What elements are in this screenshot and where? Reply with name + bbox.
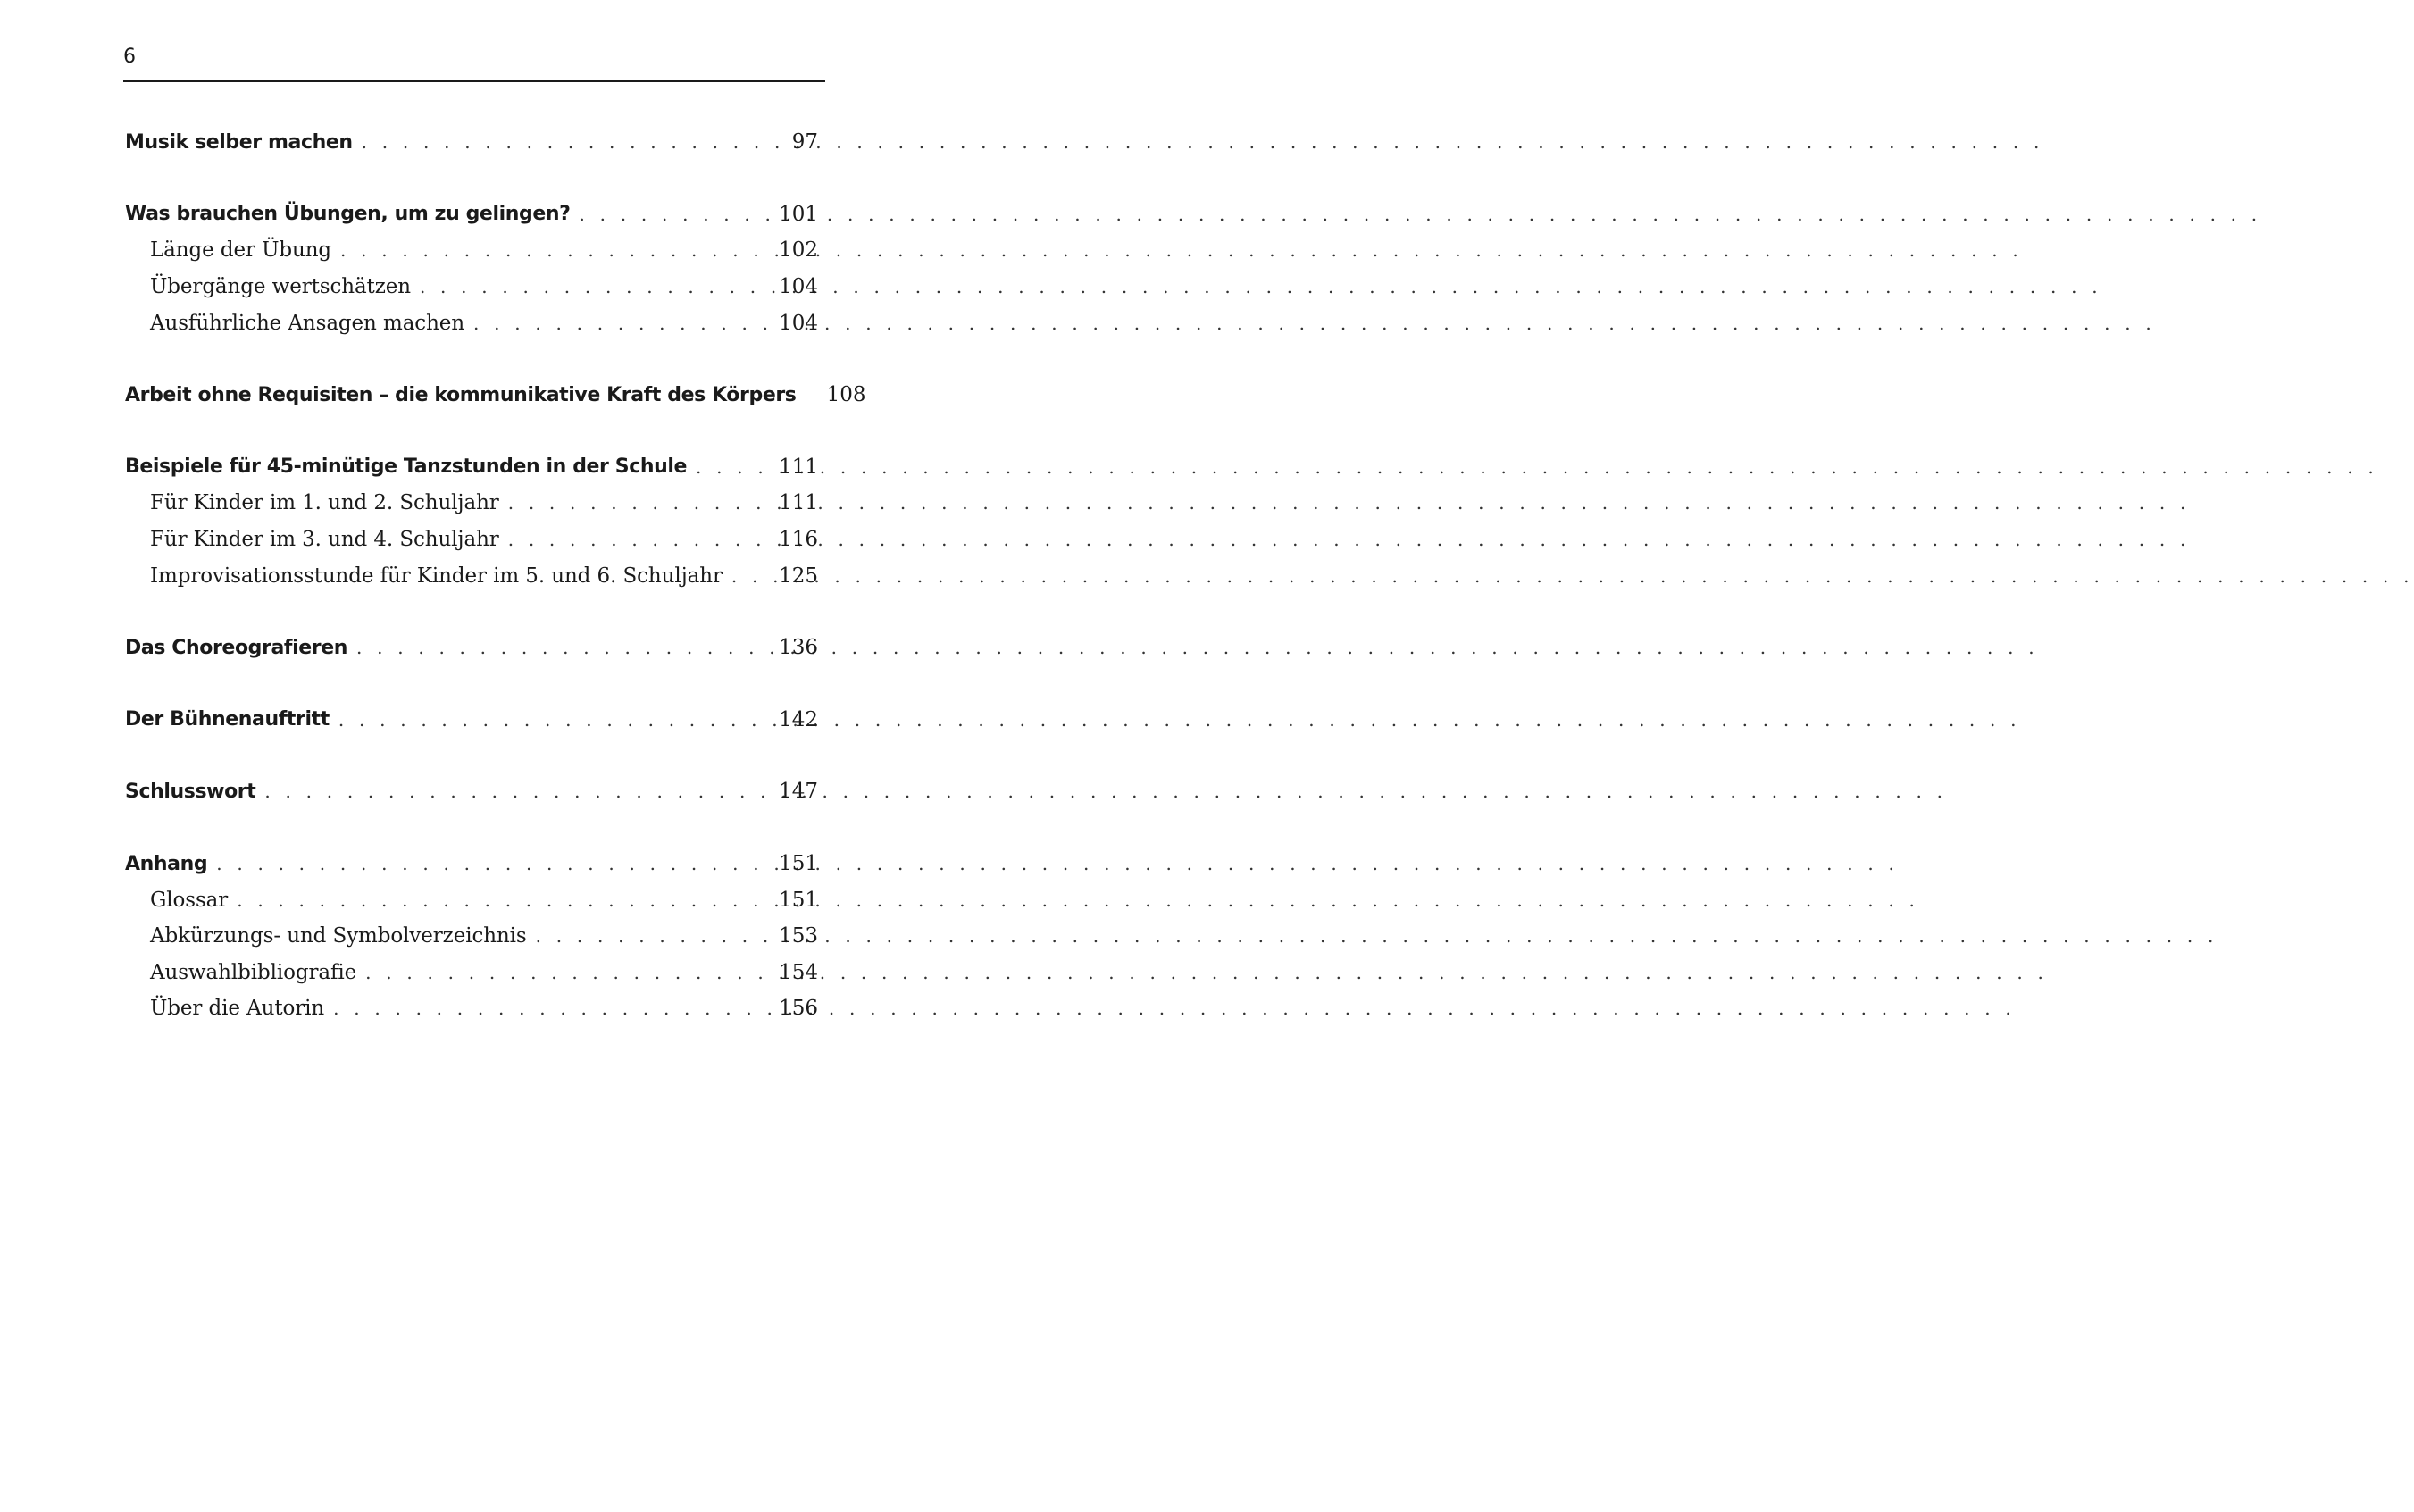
toc-entry-title: Für Kinder im 1. und 2. Schuljahr (150, 491, 508, 514)
toc-entry-chapter[interactable] (125, 773, 822, 810)
toc-entry-page: 136 (779, 636, 818, 660)
toc-dot-leader (362, 131, 757, 153)
toc-entry-page: 111 (779, 491, 818, 515)
toc-entry-section[interactable] (125, 522, 822, 558)
toc-entry-chapter[interactable] (125, 377, 866, 414)
toc-entry-chapter[interactable] (125, 630, 822, 666)
table-of-contents (125, 124, 866, 1027)
toc-dot-leader (508, 492, 757, 514)
toc-entry-title: Übergänge wertschätzen (150, 275, 420, 298)
toc-entry-chapter[interactable] (125, 196, 822, 233)
toc-entry-section[interactable] (125, 269, 822, 305)
toc-dot-leader (731, 565, 757, 587)
toc-dot-leader (420, 276, 757, 297)
toc-dot-leader (216, 853, 757, 874)
toc-entry-title: Schlusswort (125, 781, 264, 803)
toc-entry-page: 125 (779, 564, 818, 588)
toc-entry-title: Ausführliche Ansagen machen (150, 312, 473, 335)
toc-dot-leader (536, 925, 757, 947)
toc-entry-title: Beispiele für 45-minütige Tanzstunden in der Schule (125, 455, 696, 478)
toc-dot-leader (264, 781, 757, 802)
toc-entry-title: Der Bühnenauftritt (125, 708, 338, 731)
toc-entry-page: 108 (826, 383, 866, 407)
toc-entry-page: 104 (779, 275, 818, 299)
toc-entry-title: Anhang (125, 853, 216, 875)
toc-entry-section[interactable] (125, 918, 822, 955)
toc-entry-chapter[interactable] (125, 449, 822, 486)
toc-entry-page: 147 (779, 780, 818, 804)
toc-entry-section[interactable] (125, 881, 822, 918)
toc-entry-section[interactable] (125, 557, 822, 594)
toc-dot-leader (356, 637, 757, 658)
page-header (123, 45, 825, 82)
toc-entry-page: 102 (779, 238, 818, 263)
toc-entry-page: 156 (779, 997, 818, 1021)
toc-entry-page: 142 (779, 707, 818, 731)
toc-dot-leader (340, 239, 757, 261)
toc-entry-title: Über die Autorin (150, 997, 333, 1020)
toc-entry-title: Auswahlbibliografie (150, 961, 365, 984)
toc-entry-chapter[interactable] (125, 846, 822, 882)
toc-entry-page: 97 (791, 130, 818, 155)
toc-entry-section[interactable] (125, 305, 822, 341)
toc-dot-leader (508, 529, 757, 550)
toc-dot-leader (696, 456, 757, 478)
toc-dot-leader (237, 890, 757, 911)
toc-entry-title: Länge der Übung (150, 238, 340, 262)
toc-entry-page: 111 (779, 455, 818, 479)
toc-entry-page: 116 (779, 528, 818, 552)
toc-entry-page: 104 (779, 311, 818, 335)
toc-entry-title: Improvisationsstunde für Kinder im 5. und 6. Schuljahr (150, 564, 731, 588)
toc-dot-leader (473, 313, 757, 334)
toc-entry-page: 151 (779, 852, 818, 876)
toc-entry-title: Glossar (150, 889, 237, 912)
toc-entry-chapter[interactable] (125, 702, 822, 739)
toc-dot-leader (580, 204, 758, 225)
toc-entry-section[interactable] (125, 232, 822, 269)
toc-entry-title: Das Choreografieren (125, 637, 356, 659)
toc-entry-title: Was brauchen Übungen, um zu gelingen? (125, 203, 580, 225)
toc-entry-chapter[interactable] (125, 124, 822, 161)
toc-entry-page: 151 (779, 888, 818, 912)
toc-entry-title: Musik selber machen (125, 131, 362, 154)
page-number: 6 (123, 46, 136, 68)
toc-entry-page: 153 (779, 924, 818, 948)
toc-entry-section[interactable] (125, 485, 822, 522)
toc-entry-page: 101 (779, 202, 818, 226)
toc-entry-title: Arbeit ohne Requisiten – die kommunikative Kraft des Körpers (125, 384, 806, 406)
toc-dot-leader (333, 998, 757, 1019)
toc-dot-leader (365, 962, 757, 983)
toc-entry-title: Für Kinder im 3. und 4. Schuljahr (150, 528, 508, 551)
toc-dot-leader (338, 709, 757, 731)
toc-entry-title: Abkürzungs- und Symbolverzeichnis (150, 924, 536, 948)
toc-entry-page: 154 (779, 960, 818, 984)
toc-entry-section[interactable] (125, 955, 822, 991)
toc-entry-section[interactable] (125, 990, 822, 1027)
